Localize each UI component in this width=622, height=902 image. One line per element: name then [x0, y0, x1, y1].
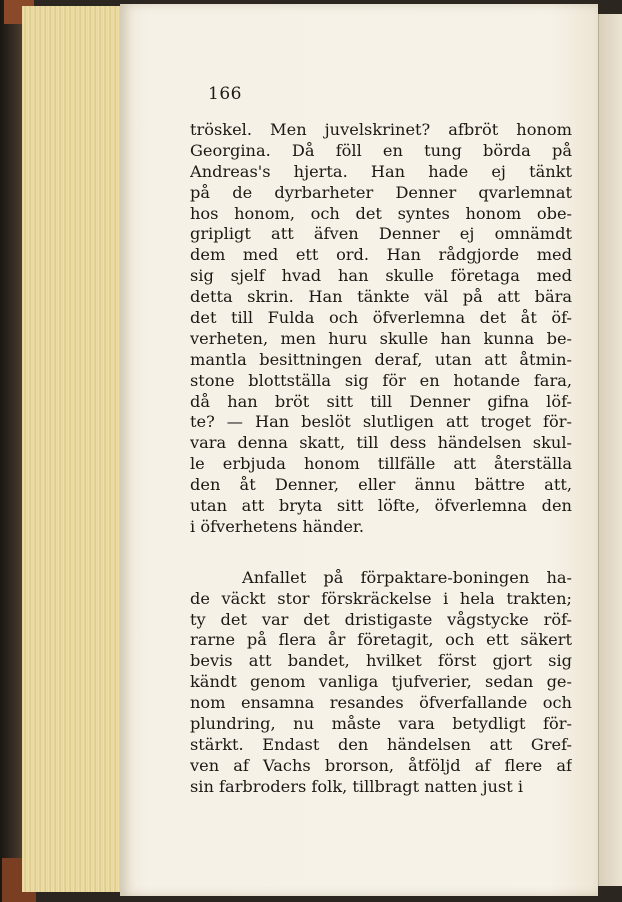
text-line: stärkt. Endast den händelsen att Gref- — [190, 734, 572, 754]
text-line: nom ensamna resandes öfverfallande och — [190, 693, 572, 713]
text-line: bevis att bandet, hvilket först gjort sig — [190, 651, 572, 671]
text-line: mantla besittningen deraf, utan att åtmin- — [190, 349, 572, 369]
paragraph-gap — [190, 538, 572, 568]
paragraph-1 — [190, 120, 572, 538]
text-line: stone blottställa sig för en hotande fara, — [190, 370, 572, 390]
text-line: det till Fulda och öfverlemna det åt öf- — [190, 308, 572, 328]
text-line: detta skrin. Han tänkte väl på att bära — [190, 287, 572, 307]
text-line: ven af Vachs brorson, åtföljd af flere af — [190, 755, 572, 775]
text-line: sin farbroders folk, tillbragt natten just i — [190, 776, 524, 796]
text-line: tröskel. Men juvelskrinet? afbröt honom — [190, 120, 572, 139]
text-line: vara denna skatt, till dess händelsen skul- — [190, 433, 572, 453]
text-line: rarne på flera år företagit, och ett säkert — [190, 630, 572, 650]
text-line: gripligt att äfven Denner ej omnämdt — [190, 224, 572, 244]
text-line: plundring, nu måste vara betydligt för- — [190, 714, 572, 734]
page-edges — [22, 6, 123, 892]
text-line: i öfverhetens händer. — [190, 516, 365, 536]
text-line: kändt genom vanliga tjufverier, sedan ge- — [190, 672, 572, 692]
text-line: dem med ett ord. Han rådgjorde med — [190, 245, 572, 265]
text-line: den åt Denner, eller ännu bättre att, — [190, 475, 572, 495]
text-line: då han bröt sitt till Denner gifna löf- — [190, 391, 572, 411]
text-line: ty det var det dristigaste vågstycke röf- — [190, 609, 572, 629]
text-line: Georgina. Då föll en tung börda på — [190, 140, 572, 160]
text-line: Andreas's hjerta. Han hade ej tänkt — [190, 161, 572, 181]
text-line: Anfallet på förpaktare-boningen ha- — [242, 567, 572, 587]
text-line: te? — Han beslöt slutligen att troget för- — [190, 412, 572, 432]
facing-page-edge — [598, 14, 622, 886]
text-line: le erbjuda honom tillfälle att återställa — [190, 454, 572, 474]
paragraph-2 — [190, 568, 572, 798]
text-line: de väckt stor förskräckelse i hela trakten; — [190, 588, 572, 608]
text-line: på de dyrbarheter Denner qvarlemnat — [190, 182, 572, 202]
text-line: hos honom, och det syntes honom obe- — [190, 203, 572, 223]
page-number: 166 — [208, 84, 242, 104]
page-text — [190, 120, 572, 798]
text-line: verheten, men huru skulle han kunna be- — [190, 328, 572, 348]
text-line: sig sjelf hvad han skulle företaga med — [190, 266, 572, 286]
text-line: utan att bryta sitt löfte, öfverlemna den — [190, 496, 572, 516]
